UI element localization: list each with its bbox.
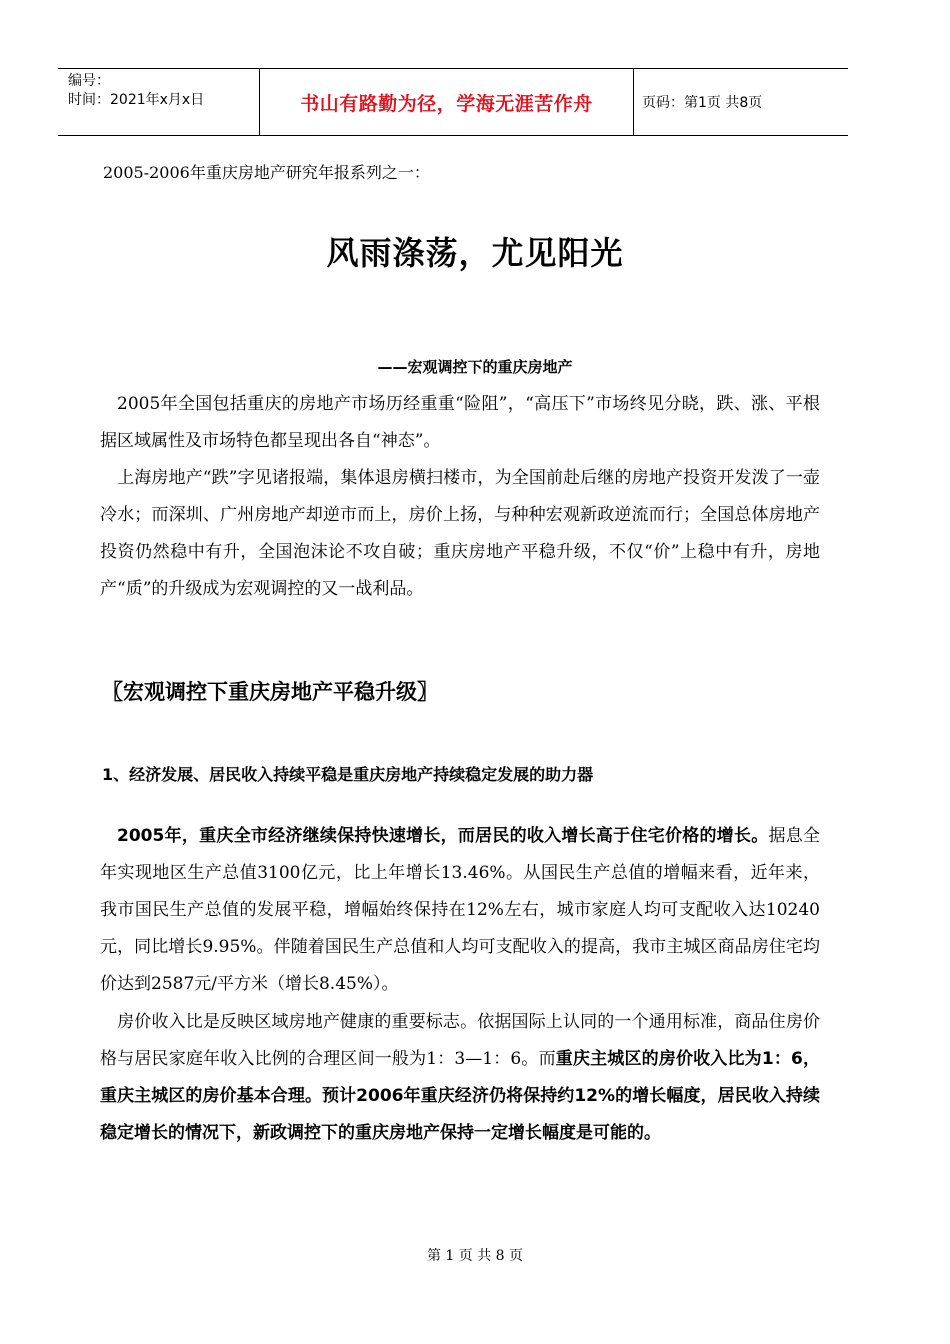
header-motto: 书山有路勤为径，学海无涯苦作舟 [260, 69, 634, 135]
paragraph-economy-text: 据息全年实现地区生产总值3100亿元，比上年增长13.46%。从国民生产总值的增幅来看，近年来，我市国民生产总值的发展平稳，增幅始终保持在12%左右，城市家庭人均可支配收入达10240元，同比增长9.95%。伴随着国民生产总值和人均可支配收入的提高，我市主城区商品房住宅均价达到2587元/平方米（增长8.45%）。 [100, 826, 820, 994]
page-footer: 第 1 页 共 8 页 [426, 1248, 524, 1264]
time-label: 时间：2021年x月x日 [68, 92, 205, 108]
paragraph-economy-bold: 2005年，重庆全市经济继续保持快速增长，而居民的收入增长高于住宅价格的增长。 [117, 826, 769, 846]
paragraph-markets-text: 上海房地产“跌”字见诸报端，集体退房横扫楼市，为全国前赴后继的房地产投资开发泼了一壶冷水；而深圳、广州房地产却逆市而上，房价上扬，与种种宏观新政逆流而行；全国总体房地产投资仍然稳中有升，全国泡沫论不攻自破；重庆房地产平稳升级，不仅“价”上稳中有升，房地产“质”的升级成为宏观调控的又一战利品。 [100, 468, 820, 599]
section-heading: 〖宏观调控下重庆房地产平稳升级〗 [102, 680, 438, 704]
document-title: 风雨涤荡，尤见阳光 [326, 234, 624, 272]
paragraph-intro [100, 386, 820, 460]
paragraph-price-income [100, 1004, 820, 1152]
paragraph-economy [100, 818, 820, 1003]
paragraph-intro-text: 2005年全国包括重庆的房地产市场历经重重“险阻”，“高压下”市场终见分晓，跌、涨、平根据区域属性及市场特色都呈现出各自“神态”。 [100, 394, 820, 451]
number-label: 编号： [68, 73, 110, 89]
series-line: 2005-2006年重庆房地产研究年报系列之一： [103, 163, 430, 182]
paragraph-price-income-text: 房价收入比是反映区域房地产健康的重要标志。依据国际上认同的一个通用标准，商品住房价格与居民家庭年收入比例的合理区间一般为1：3—1：6。而 [100, 1012, 820, 1069]
page-header [58, 68, 848, 136]
header-meta [58, 69, 260, 135]
sub-heading: 1、经济发展、居民收入持续平稳是重庆房地产持续稳定发展的助力器 [102, 765, 594, 784]
document-subtitle: ——宏观调控下的重庆房地产 [377, 358, 573, 376]
paragraph-price-income-bold: 重庆主城区的房价收入比为1：6，重庆主城区的房价基本合理。预计2006年重庆经济仍将保持约12%的增长幅度，居民收入持续稳定增长的情况下，新政调控下的重庆房地产保持一定增长幅度是可能的。 [100, 1049, 820, 1143]
header-page-label: 页码：第1页 共8页 [642, 95, 763, 111]
paragraph-markets [100, 460, 820, 608]
